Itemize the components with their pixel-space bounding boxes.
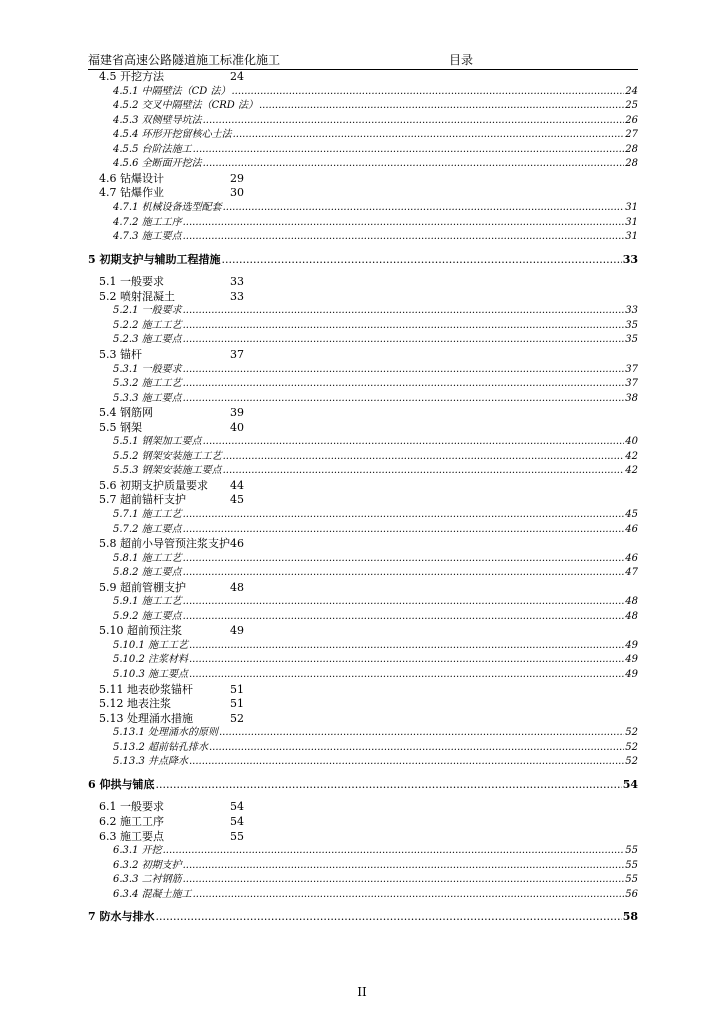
toc-subsection-entry (113, 464, 638, 478)
toc-entry-page: 24 (625, 85, 638, 97)
toc-section-entry (99, 406, 299, 420)
toc-dot-leader (183, 523, 625, 537)
toc-entry-page: 37 (230, 347, 244, 361)
toc-entry-page: 38 (625, 392, 638, 404)
toc-entry-title: 5.5.1 钢架加工要点 (113, 436, 202, 448)
toc-subsection-entry (113, 610, 638, 624)
toc-entry-title: 6.2 施工工序 (99, 814, 164, 828)
toc-entry-title: 5.5.3 钢架安装施工要点 (113, 465, 222, 477)
toc-entry-title: 5.3.3 施工要点 (113, 392, 182, 404)
toc-entry-page: 29 (230, 171, 244, 185)
toc-entry-page: 28 (625, 158, 638, 170)
toc-entry-title: 4.5.5 台阶法施工 (113, 143, 192, 155)
toc-entry-title: 5.10 超前预注浆 (99, 624, 182, 638)
toc-entry-page: 46 (230, 537, 244, 551)
toc-entry-page: 35 (625, 334, 638, 346)
toc-subsection-entry (113, 552, 638, 566)
toc-dot-leader (183, 566, 625, 580)
toc-entry-title: 5.10.3 施工要点 (113, 669, 188, 680)
toc-entry-title: 5.5 钢架 (99, 420, 142, 434)
toc-entry-page: 45 (230, 493, 244, 507)
toc-entry-page: 52 (625, 756, 638, 768)
toc-entry-title: 4.5.1 中隔壁法（CD 法） (113, 85, 231, 97)
toc-section-entry (99, 421, 299, 435)
toc-dot-leader (219, 726, 624, 740)
toc-entry-title: 6.1 一般要求 (99, 800, 164, 814)
toc-dot-leader (183, 333, 625, 347)
toc-section-entry (99, 712, 299, 726)
toc-entry-title: 5.9.2 施工要点 (113, 610, 182, 622)
toc-entry-page: 49 (230, 624, 244, 638)
toc-subsection-entry (113, 668, 638, 682)
toc-dot-leader (203, 435, 625, 449)
toc-entry-page: 27 (625, 129, 638, 141)
toc-entry-title: 5.1 一般要求 (99, 275, 164, 289)
toc-entry-title: 5.9.1 施工工艺 (113, 596, 182, 608)
toc-entry-page: 39 (230, 406, 244, 420)
toc-entry-title: 5.3.2 施工工艺 (113, 378, 182, 389)
toc-subsection-entry (113, 114, 638, 128)
toc-subsection-entry (113, 859, 638, 873)
toc-dot-leader (183, 595, 625, 609)
toc-subsection-entry (113, 595, 638, 609)
toc-dot-leader (223, 464, 625, 478)
toc-entry-title: 5.3 锚杆 (99, 347, 142, 361)
toc-entry-title: 6.3.3 二衬钢筋 (113, 874, 182, 886)
toc-entry-page: 40 (625, 436, 638, 448)
toc-entry-title: 5.10.2 注浆材料 (113, 654, 188, 666)
toc-dot-leader (189, 755, 624, 769)
toc-subsection-entry (113, 85, 638, 99)
toc-entry-title: 4.7 钻爆作业 (99, 186, 164, 200)
toc-dot-leader (233, 128, 625, 142)
toc-entry-page: 48 (230, 580, 244, 594)
toc-entry-title: 5.4 钢筋网 (99, 406, 153, 420)
toc-section-entry (99, 581, 299, 595)
toc-entry-page: 55 (230, 829, 244, 843)
toc-dot-leader (203, 157, 625, 171)
toc-section-entry (99, 479, 299, 493)
toc-entry-title: 6.3.1 开挖 (113, 845, 162, 856)
toc-dot-leader (155, 778, 621, 792)
toc-subsection-entry (113, 363, 638, 377)
toc-subsection-entry (113, 741, 638, 755)
toc-entry-page: 51 (230, 697, 244, 711)
toc-entry-page: 26 (625, 114, 638, 126)
toc-subsection-entry (113, 639, 638, 653)
toc-dot-leader (193, 888, 625, 902)
toc-entry-page: 58 (622, 910, 638, 924)
toc-entry-page: 48 (625, 596, 638, 608)
toc-chapter-entry (88, 778, 638, 792)
toc-entry-page: 40 (230, 420, 244, 434)
toc-entry-page: 55 (625, 859, 638, 871)
header-section: 目录 (449, 53, 474, 67)
toc-entry-page: 45 (625, 509, 638, 520)
toc-entry-title: 5.13.2 超前钻孔排水 (113, 741, 208, 753)
toc-subsection-entry (113, 566, 638, 580)
toc-section-entry (99, 172, 299, 186)
toc-entry-page: 54 (622, 777, 638, 791)
toc-subsection-entry (113, 888, 638, 902)
toc-entry-title: 5.2 喷射混凝土 (99, 289, 175, 303)
toc-chapter-entry (88, 910, 638, 924)
toc-entry-page: 49 (625, 639, 638, 651)
toc-entry-page: 30 (230, 186, 244, 200)
toc-entry-page: 25 (625, 100, 638, 112)
toc-section-entry (99, 348, 299, 362)
toc-entry-title: 4.5.4 环形开挖留核心土法 (113, 129, 232, 141)
toc-entry-page: 48 (625, 610, 638, 622)
toc-entry-title: 5.2.2 施工工艺 (113, 319, 182, 331)
toc-entry-title: 5.11 地表砂浆锚杆 (99, 682, 193, 696)
header-title: 福建省高速公路隧道施工标准化施工 (88, 53, 281, 67)
toc-entry-page: 52 (625, 727, 638, 739)
toc-entry-title: 5.12 地表注浆 (99, 697, 171, 711)
toc-entry-title: 5.6 初期支护质量要求 (99, 478, 208, 492)
toc-entry-title: 5.2.1 一般要求 (113, 305, 182, 317)
toc-entry-title: 5.8.1 施工工艺 (113, 552, 182, 564)
toc-entry-page: 33 (622, 252, 638, 266)
toc-dot-leader (183, 363, 625, 377)
toc-dot-leader (189, 653, 624, 667)
toc-subsection-entry (113, 392, 638, 406)
toc-entry-page: 35 (625, 319, 638, 331)
toc-subsection-entry (113, 143, 638, 157)
toc-entry-title: 4.7.3 施工要点 (113, 231, 182, 243)
toc-entry-page: 56 (625, 888, 638, 900)
toc-section-entry (99, 275, 299, 289)
toc-subsection-entry (113, 435, 638, 449)
toc-subsection-entry (113, 726, 638, 740)
toc-entry-title: 5.3.1 一般要求 (113, 363, 182, 375)
toc-entry-page: 31 (625, 216, 638, 228)
toc-subsection-entry (113, 508, 638, 522)
toc-entry-page: 42 (625, 465, 638, 477)
toc-subsection-entry (113, 201, 638, 215)
toc-entry-page: 24 (230, 70, 244, 83)
toc-entry-page: 42 (625, 450, 638, 462)
toc-subsection-entry (113, 377, 638, 391)
toc-entry-page: 31 (625, 202, 638, 213)
toc-dot-leader (231, 85, 624, 99)
toc-subsection-entry (113, 523, 638, 537)
toc-entry-page: 33 (625, 305, 638, 317)
toc-dot-leader (223, 201, 625, 215)
toc-entry-title: 6.3.2 初期支护 (113, 859, 182, 871)
toc-dot-leader (209, 741, 624, 755)
toc-entry-page: 33 (230, 289, 244, 303)
toc-dot-leader (223, 450, 625, 464)
toc-section-entry (99, 493, 299, 507)
toc-entry-page: 49 (625, 669, 638, 680)
toc-dot-leader (183, 392, 625, 406)
toc-dot-leader (203, 114, 625, 128)
toc-entry-title: 5.5.2 钢架安装施工工艺 (113, 450, 222, 462)
toc-dot-leader (193, 143, 625, 157)
toc-entry-title: 7 防水与排水 (88, 910, 155, 924)
toc-entry-title: 6 仰拱与铺底 (88, 777, 155, 791)
toc-entry-title: 4.7.2 施工工序 (113, 216, 182, 228)
toc-entry-page: 46 (625, 523, 638, 535)
toc-dot-leader (183, 610, 625, 624)
page-header (88, 51, 638, 69)
toc-entry-title: 4.6 钻爆设计 (99, 171, 164, 185)
toc-entry-title: 5.7.1 施工工艺 (113, 509, 182, 520)
toc-dot-leader (189, 639, 624, 653)
toc-section-entry (99, 683, 299, 697)
toc-dot-leader (189, 668, 624, 682)
toc-dot-leader (183, 508, 625, 522)
toc-subsection-entry (113, 99, 638, 113)
toc-entry-title: 4.5.6 全断面开挖法 (113, 158, 202, 170)
toc-section-entry (99, 70, 299, 84)
toc-entry-title: 5.10.1 施工工艺 (113, 639, 188, 651)
toc-entry-page: 37 (625, 378, 638, 389)
toc-subsection-entry (113, 844, 638, 858)
toc-entry-page: 54 (230, 814, 244, 828)
toc-subsection-entry (113, 755, 638, 769)
toc-entry-title: 5.8 超前小导管预注浆支护 (99, 537, 230, 551)
toc-entry-page: 52 (230, 711, 244, 725)
toc-entry-page: 54 (230, 800, 244, 814)
toc-entry-page: 52 (625, 741, 638, 753)
toc-entry-page: 51 (230, 682, 244, 696)
toc-entry-title: 5.13 处理涌水措施 (99, 711, 193, 725)
toc-section-entry (99, 815, 299, 829)
toc-dot-leader (183, 319, 625, 333)
toc-entry-page: 33 (230, 275, 244, 289)
toc-entry-page: 31 (625, 231, 638, 243)
toc-entry-title: 4.5.3 双侧壁导坑法 (113, 114, 202, 126)
toc-entry-title: 6.3.4 混凝土施工 (113, 888, 192, 900)
toc-entry-page: 47 (625, 567, 638, 579)
toc-dot-leader (183, 873, 625, 887)
toc-dot-leader (183, 216, 625, 230)
toc-entry-title: 4.5 开挖方法 (99, 70, 164, 83)
toc-entry-title: 5.2.3 施工要点 (113, 334, 182, 346)
toc-dot-leader (183, 859, 625, 873)
toc-subsection-entry (113, 653, 638, 667)
toc-dot-leader (183, 304, 625, 318)
toc-subsection-entry (113, 216, 638, 230)
toc-dot-leader (259, 99, 624, 113)
toc-entry-title: 5.13.1 处理涌水的原则 (113, 727, 218, 739)
toc-dot-leader (155, 910, 621, 924)
toc-dot-leader (183, 230, 625, 244)
toc-entry-title: 4.7.1 机械设备选型配套 (113, 202, 222, 213)
toc-entry-page: 37 (625, 363, 638, 375)
toc-subsection-entry (113, 304, 638, 318)
toc-subsection-entry (113, 450, 638, 464)
toc-subsection-entry (113, 319, 638, 333)
toc-subsection-entry (113, 157, 638, 171)
page-number: II (357, 985, 367, 999)
toc-chapter-entry (88, 253, 638, 267)
toc-entry-page: 55 (625, 874, 638, 886)
toc-entry-title: 5.7 超前锚杆支护 (99, 493, 186, 507)
toc-section-entry (99, 624, 299, 638)
toc-entry-title: 5.13.3 井点降水 (113, 756, 188, 768)
toc-subsection-entry (113, 230, 638, 244)
toc-entry-title: 5.7.2 施工要点 (113, 523, 182, 535)
toc-section-entry (99, 800, 299, 814)
toc-entry-page: 44 (230, 478, 244, 492)
toc-entry-page: 46 (625, 552, 638, 564)
toc-subsection-entry (113, 333, 638, 347)
toc-dot-leader (221, 253, 621, 267)
toc-subsection-entry (113, 873, 638, 887)
toc-dot-leader (163, 844, 625, 858)
toc-section-entry (99, 186, 299, 200)
toc-section-entry (99, 290, 299, 304)
toc-entry-title: 5.8.2 施工要点 (113, 567, 182, 579)
toc-entry-title: 5 初期支护与辅助工程措施 (88, 252, 221, 266)
toc-dot-leader (183, 552, 625, 566)
toc-section-entry (99, 830, 299, 844)
toc-subsection-entry (113, 128, 638, 142)
toc-dot-leader (183, 377, 625, 391)
toc-entry-page: 28 (625, 143, 638, 155)
toc-entry-title: 6.3 施工要点 (99, 829, 164, 843)
toc-entry-title: 5.9 超前管棚支护 (99, 580, 186, 594)
toc-section-entry (99, 537, 299, 551)
toc-entry-page: 55 (625, 845, 638, 856)
toc-entry-page: 49 (625, 654, 638, 666)
toc-entry-title: 4.5.2 交叉中隔壁法（CRD 法） (113, 100, 258, 112)
toc-section-entry (99, 697, 299, 711)
